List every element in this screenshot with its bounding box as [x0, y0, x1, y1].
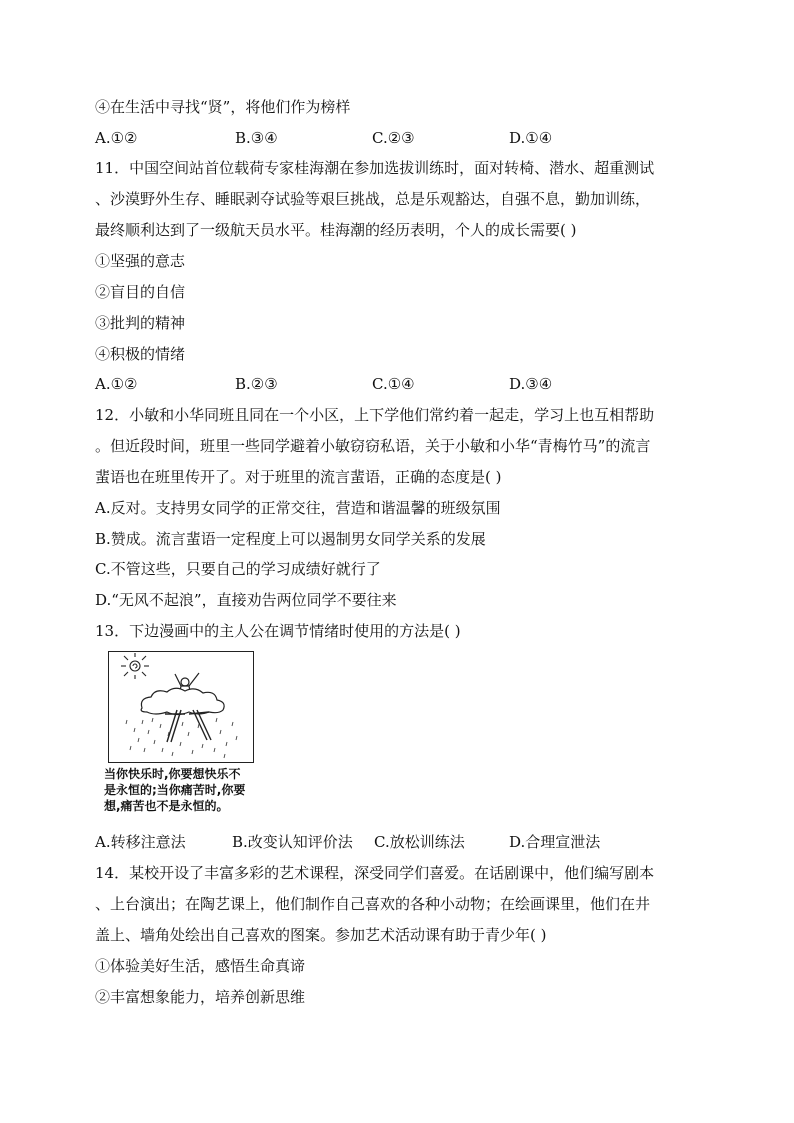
q12-option-d: D.“无风不起浪”，直接劝告两位同学不要往来 [95, 591, 397, 609]
q13-stem: 13．下边漫画中的主人公在调节情绪时使用的方法是( ) [95, 622, 461, 640]
q11-option-b: B.②③ [235, 375, 278, 393]
q11-option-d: D.③④ [509, 375, 553, 393]
q13-option-c: C.放松训练法 [374, 833, 465, 851]
q11-option-c: C.①④ [372, 375, 415, 393]
cloud-shape [141, 688, 224, 714]
q14-stem-line-1: 14．某校开设了丰富多彩的艺术课程，深受同学们喜爱。在话剧课中，他们编写剧本 [95, 864, 655, 882]
q10-statement-4: ④在生活中寻找“贤”，将他们作为榜样 [95, 98, 351, 116]
q13-options [95, 831, 655, 853]
rain-pattern [126, 718, 237, 758]
q11-stem-line-2: 、沙漠野外生存、睡眠剥夺试验等艰巨挑战，总是乐观豁达，自强不息，勤加训练， [95, 190, 651, 208]
cartoon-caption-line-2: 是永恒的;当你痛苦时,你要 [104, 783, 246, 797]
q14-statement-2: ②丰富想象能力，培养创新思维 [95, 988, 306, 1006]
q11-statement-3: ③批判的精神 [95, 314, 186, 332]
cartoon-caption-line-3: 想,痛苦也不是永恒的。 [104, 799, 229, 813]
q14-statement-1: ①体验美好生活，感悟生命真谛 [95, 957, 306, 975]
stilts-figure [165, 710, 211, 742]
q10-option-b: B.③④ [235, 129, 278, 147]
q11-option-a: A.①② [95, 375, 138, 393]
cartoon-caption [104, 766, 274, 814]
q12-option-c: C.不管这些，只要自己的学习成绩好就行了 [95, 560, 381, 578]
q12-stem-line-2: 。但近段时间，班里一些同学避着小敏窃窃私语，关于小敏和小华“青梅竹马”的流言 [95, 437, 651, 455]
q11-options [95, 373, 655, 395]
q11-statement-2: ②盲目的自信 [95, 283, 186, 301]
q13-option-a: A.转移注意法 [95, 833, 186, 851]
sun-icon [121, 653, 149, 679]
q11-statement-4: ④积极的情绪 [95, 345, 186, 363]
q12-stem-line-1: 12．小敏和小华同班且同在一个小区，上下学他们常约着一起走，学习上也互相帮助 [95, 406, 655, 424]
q10-option-d: D.①④ [509, 129, 553, 147]
q12-stem-line-3: 蜚语也在班里传开了。对于班里的流言蜚语，正确的态度是( ) [95, 468, 502, 486]
q13-option-d: D.合理宣泄法 [509, 833, 601, 851]
q13-option-b: B.改变认知评价法 [232, 833, 353, 851]
cartoon-drawing [109, 652, 252, 761]
q14-stem-line-3: 盖上、墙角处绘出自己喜欢的图案。参加艺术活动课有助于青少年( ) [95, 926, 547, 944]
q12-option-a: A.反对。支持男女同学的正常交往，营造和谐温馨的班级氛围 [95, 499, 501, 517]
cartoon-caption-line-1: 当你快乐时,你要想快乐不 [104, 767, 241, 781]
q10-options [95, 127, 655, 149]
cartoon-image [108, 651, 254, 763]
q11-statement-1: ①坚强的意志 [95, 252, 186, 270]
q11-stem-line-1: 11．中国空间站首位载荷专家桂海潮在参加选拔训练时，面对转椅、潜水、超重测试 [95, 159, 655, 177]
q10-option-c: C.②③ [372, 129, 415, 147]
q12-option-b: B.赞成。流言蜚语一定程度上可以遏制男女同学关系的发展 [95, 530, 486, 548]
q14-stem-line-2: 、上台演出；在陶艺课上，他们制作自己喜欢的各种小动物；在绘画课里，他们在井 [95, 895, 651, 913]
q11-stem-line-3: 最终顺利达到了一级航天员水平。桂海潮的经历表明，个人的成长需要( ) [95, 221, 577, 239]
q10-option-a: A.①② [95, 129, 138, 147]
